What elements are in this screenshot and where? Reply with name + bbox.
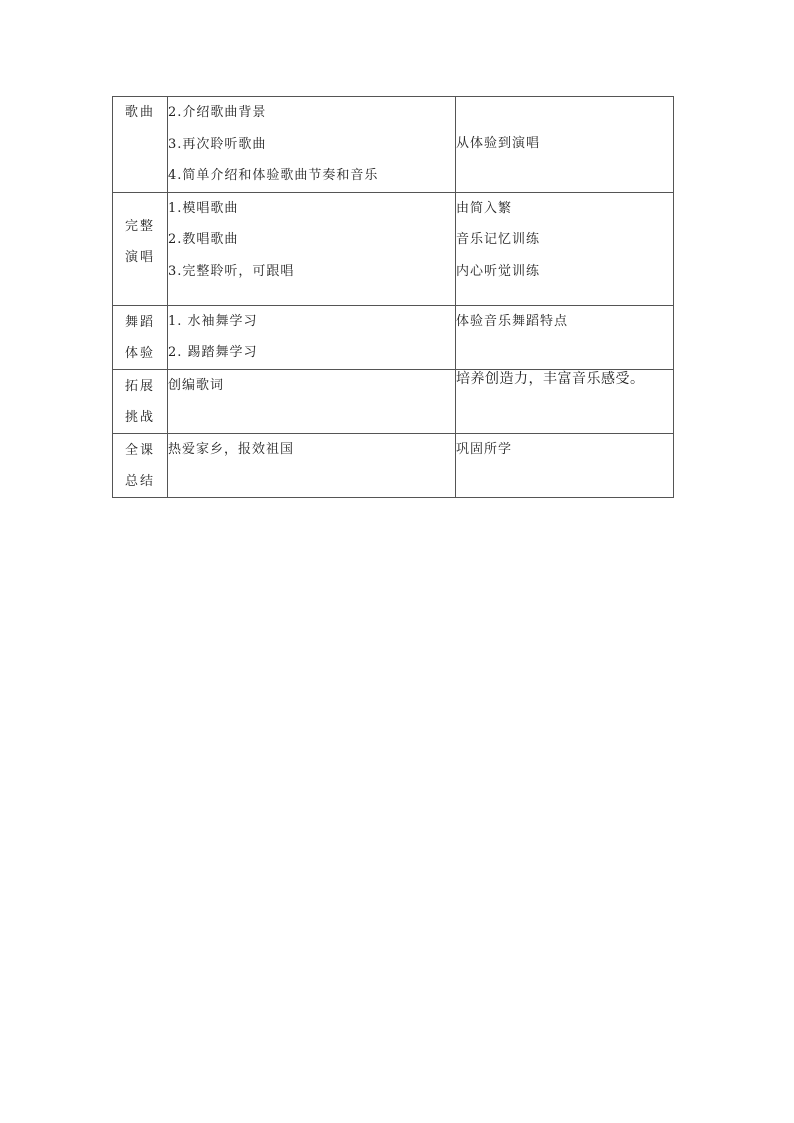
step-item: 4.简单介绍和体验歌曲节奏和音乐 <box>168 168 379 183</box>
goal-item: 内心听觉训练 <box>456 263 541 279</box>
stage-label: 歌曲 <box>124 105 155 120</box>
stage-label: 挑战 <box>124 409 155 425</box>
step-item: 1. 水袖舞学习 <box>168 313 258 329</box>
steps-cell <box>168 305 456 369</box>
table-row <box>113 433 674 497</box>
stage-cell <box>113 305 168 369</box>
step-item: 2. 踢踏舞学习 <box>168 345 258 360</box>
table-row <box>113 192 674 305</box>
goal-item: 巩固所学 <box>456 441 513 457</box>
goal-item: 由简入繁 <box>456 200 513 216</box>
stage-label: 全课 <box>124 442 155 458</box>
step-item: 2.教唱歌曲 <box>168 232 239 247</box>
goal-item: 培养创造力，丰富音乐感受。 <box>456 370 645 387</box>
lesson-plan-table <box>112 96 674 498</box>
stage-label: 总结 <box>124 473 155 489</box>
table-row <box>113 305 674 369</box>
step-item: 3.再次聆听歌曲 <box>168 136 267 152</box>
steps-cell <box>168 369 456 433</box>
goals-cell <box>456 305 674 369</box>
step-item: 创编歌词 <box>168 377 225 393</box>
step-item: 热爱家乡，报效祖国 <box>168 441 295 457</box>
stage-label: 演唱 <box>124 249 155 265</box>
stage-label: 舞蹈 <box>124 314 155 330</box>
step-item: 3.完整聆听，可跟唱 <box>168 263 295 279</box>
goals-cell <box>456 97 674 193</box>
steps-cell <box>168 433 456 497</box>
stage-cell <box>113 433 168 497</box>
stage-cell <box>113 369 168 433</box>
goals-cell <box>456 369 674 433</box>
stage-label: 拓展 <box>124 378 155 394</box>
goals-cell <box>456 192 674 305</box>
steps-cell <box>168 192 456 305</box>
goal-item: 从体验到演唱 <box>456 135 541 151</box>
step-item: 2.介绍歌曲背景 <box>168 105 267 120</box>
step-item: 1.模唱歌曲 <box>168 200 239 216</box>
goal-item: 音乐记忆训练 <box>456 232 541 247</box>
stage-cell <box>113 192 168 305</box>
table-row <box>113 369 674 433</box>
stage-cell <box>113 97 168 193</box>
stage-label: 完整 <box>124 218 155 234</box>
table-row <box>113 97 674 193</box>
goals-cell <box>456 433 674 497</box>
steps-cell <box>168 97 456 193</box>
goal-item: 体验音乐舞蹈特点 <box>456 313 569 329</box>
stage-label: 体验 <box>124 345 155 361</box>
